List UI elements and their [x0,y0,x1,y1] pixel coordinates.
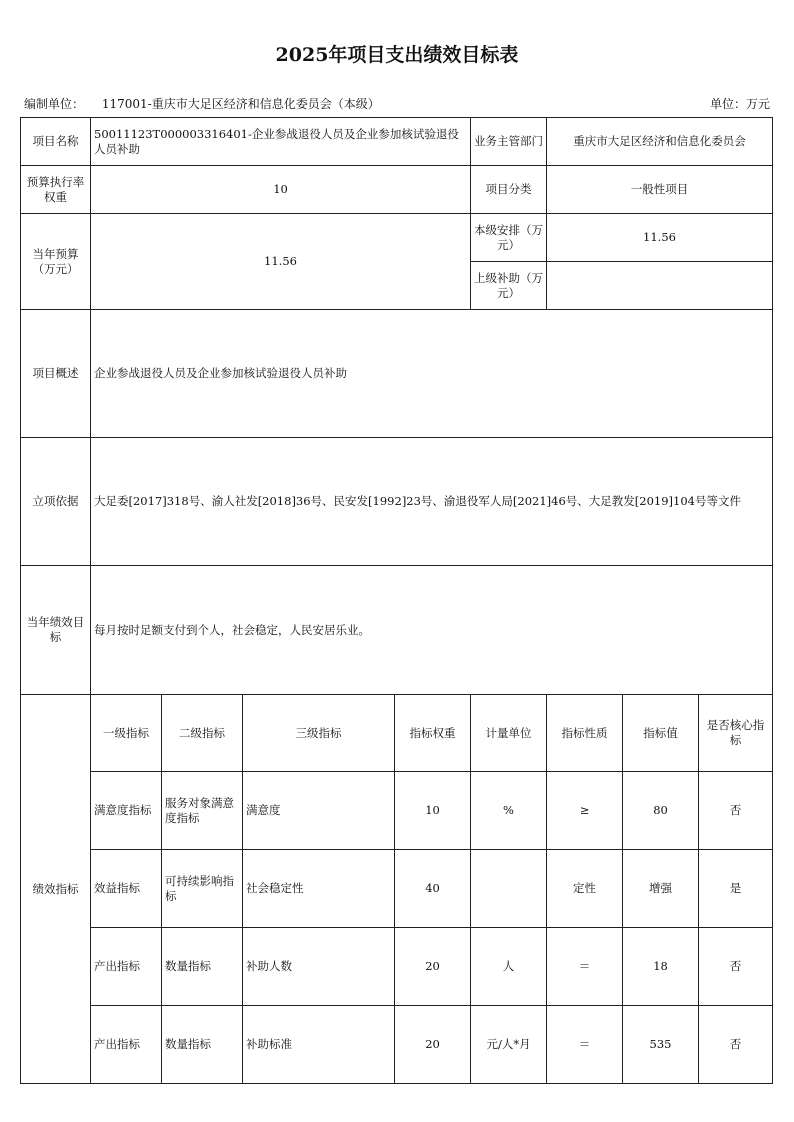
indicator-l3: 满意度 [243,772,395,850]
indicator-nature: ＝ [547,928,623,1006]
category-label: 项目分类 [471,166,547,214]
category-value: 一般性项目 [547,166,773,214]
indicator-row [21,1006,773,1084]
exec-weight-label: 预算执行率权重 [21,166,91,214]
header-nature: 指标性质 [547,695,623,772]
indicator-value: 增强 [623,850,699,928]
indicator-value: 80 [623,772,699,850]
header-l1: 一级指标 [91,695,162,772]
indicator-l2: 可持续影响指标 [162,850,243,928]
header-unit: 计量单位 [471,695,547,772]
indicator-l3: 社会稳定性 [243,850,395,928]
basis-value: 大足委[2017]318号、渝人社发[2018]36号、民安发[1992]23号、渝退役军人局[2021]46号、大足教发[2019]104号等文件 [91,438,773,566]
project-name-value: 50011123T000003316401-企业参战退役人员及企业参加核试验退役人员补助 [91,118,471,166]
perf-label: 绩效指标 [21,695,91,1084]
budget-value: 11.56 [91,214,471,310]
indicator-nature: ＝ [547,1006,623,1084]
indicator-weight: 40 [395,850,471,928]
indicator-l2: 服务对象满意度指标 [162,772,243,850]
upper-label: 上级补助（万元） [471,262,547,310]
indicator-row [21,928,773,1006]
indicator-value: 535 [623,1006,699,1084]
indicator-l1: 效益指标 [91,850,162,928]
indicator-l1: 满意度指标 [91,772,162,850]
indicator-unit: 人 [471,928,547,1006]
budget-label: 当年预算（万元） [21,214,91,310]
project-name-row [21,118,773,166]
indicator-l2: 数量指标 [162,928,243,1006]
indicator-weight: 20 [395,1006,471,1084]
indicator-l3: 补助人数 [243,928,395,1006]
performance-target-table [20,117,773,1084]
goal-row [21,566,773,695]
local-label: 本级安排（万元） [471,214,547,262]
indicator-l1: 产出指标 [91,1006,162,1084]
indicator-weight: 20 [395,928,471,1006]
compiling-unit [24,95,380,112]
dept-value: 重庆市大足区经济和信息化委员会 [547,118,773,166]
indicator-row [21,850,773,928]
basis-row [21,438,773,566]
indicator-header-row [21,695,773,772]
header-core: 是否核心指标 [699,695,773,772]
compiling-unit-name: 117001-重庆市大足区经济和信息化委员会（本级） [101,97,380,111]
dept-label: 业务主管部门 [471,118,547,166]
compiling-unit-label: 编制单位： [24,97,85,111]
indicator-unit [471,850,547,928]
indicator-l2: 数量指标 [162,1006,243,1084]
indicator-unit: % [471,772,547,850]
indicator-row [21,772,773,850]
indicator-l1: 产出指标 [91,928,162,1006]
indicator-core: 否 [699,772,773,850]
budget-row-1 [21,214,773,262]
exec-weight-value: 10 [91,166,471,214]
indicator-core: 否 [699,1006,773,1084]
header-l3: 三级指标 [243,695,395,772]
currency-unit: 单位：万元 [709,97,770,111]
overview-row [21,310,773,438]
header-weight: 指标权重 [395,695,471,772]
overview-label: 项目概述 [21,310,91,438]
indicator-unit: 元/人*月 [471,1006,547,1084]
indicator-nature: 定性 [547,850,623,928]
project-name-label: 项目名称 [21,118,91,166]
header-l2: 二级指标 [162,695,243,772]
indicator-weight: 10 [395,772,471,850]
exec-weight-row [21,166,773,214]
page-title: 2025年项目支出绩效目标表 [275,44,519,66]
overview-value: 企业参战退役人员及企业参加核试验退役人员补助 [91,310,773,438]
goal-value: 每月按时足额支付到个人，社会稳定，人民安居乐业。 [91,566,773,695]
indicator-l3: 补助标准 [243,1006,395,1084]
header-value: 指标值 [623,695,699,772]
local-value: 11.56 [547,214,773,262]
indicator-core: 是 [699,850,773,928]
indicator-core: 否 [699,928,773,1006]
goal-label: 当年绩效目标 [21,566,91,695]
indicator-nature: ≥ [547,772,623,850]
upper-value [547,262,773,310]
basis-label: 立项依据 [21,438,91,566]
indicator-value: 18 [623,928,699,1006]
